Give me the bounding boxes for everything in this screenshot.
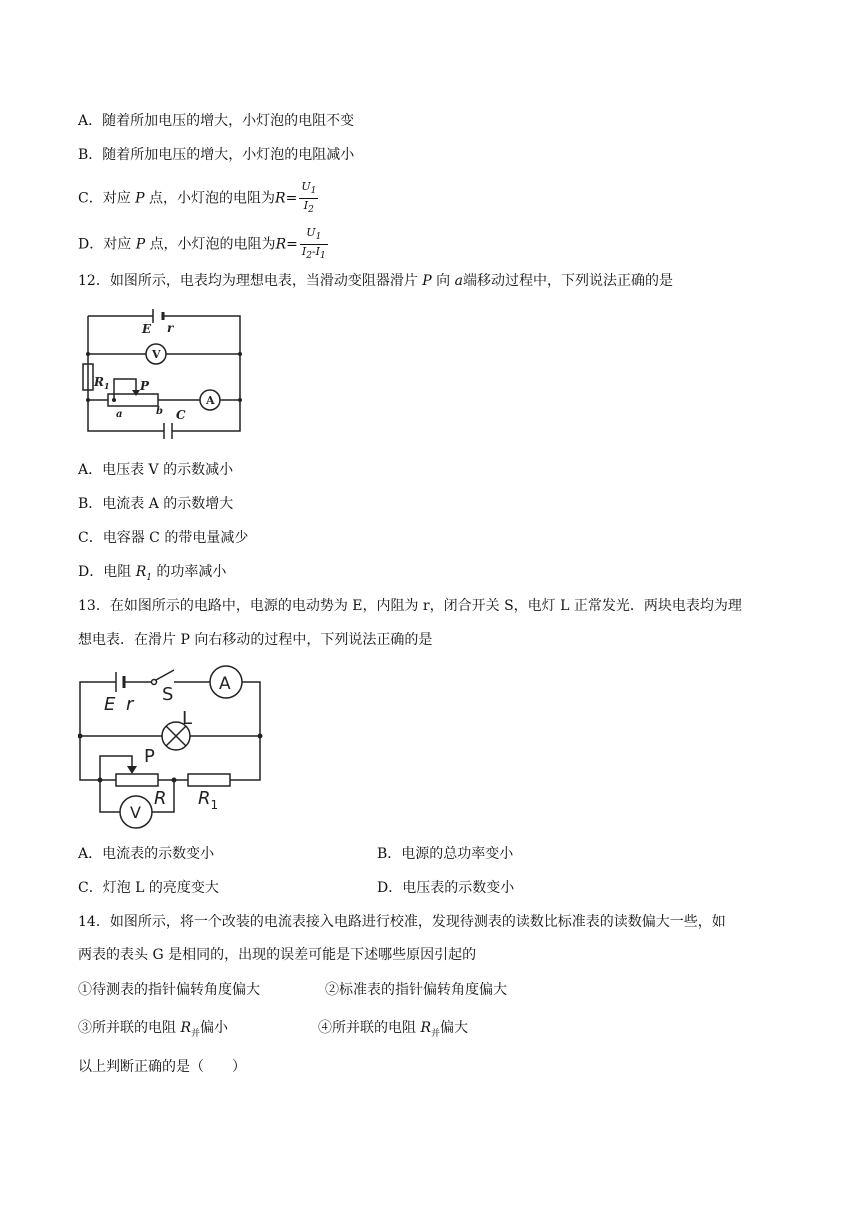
q14-s3-tail: 偏小 <box>200 1020 229 1036</box>
q11-option-b: B．随着所加电压的增大，小灯泡的电阻减小 <box>78 147 355 163</box>
q14-s3-sub: 并 <box>191 1028 201 1039</box>
q13-fig-label-l: L <box>182 708 193 729</box>
q12-circuit-diagram <box>78 306 248 440</box>
q13-fig-label-p: P <box>144 746 155 767</box>
q12-fig-label-b-end: b <box>156 406 163 417</box>
q11-option-d <box>78 226 328 263</box>
q14-statement-1: ①待测表的指针偏转角度偏大 <box>78 982 260 998</box>
q12-stem <box>78 272 673 290</box>
q12-fig-label-c: C <box>176 408 186 422</box>
q12-fig-label-a-end: a <box>116 409 123 420</box>
q12-fig-label-p: P <box>140 379 150 393</box>
q11-option-a: A．随着所加电压的增大，小灯泡的电阻不变 <box>78 113 355 129</box>
q12-fig-label-e: E <box>142 322 152 336</box>
q14-stem-line2: 两表的表头 G 是相同的，出现的误差可能是下述哪些原因引起的 <box>78 947 477 963</box>
q13-fig-label-a: A <box>219 674 231 694</box>
q14-s4-sub: 并 <box>431 1028 441 1039</box>
q12-stem-c: 端移动过程中，下列说法正确的是 <box>462 273 673 289</box>
q13-option-a: A．电流表的示数变小 <box>78 846 215 862</box>
q13-fig-label-s: S <box>162 684 174 705</box>
q12-option-b: B．电流表 A 的示数增大 <box>78 496 234 512</box>
q12-fig-label-r1: $R_1$ <box>94 375 110 391</box>
q12-fig-label-r: r <box>167 321 174 335</box>
q13-fig-label-e: E <box>104 694 116 715</box>
q12-fig-label-a: A <box>206 394 215 407</box>
q13-fig-label-r: r <box>126 694 134 715</box>
q13-fig-label-r1: $R_1$ <box>198 788 219 812</box>
q13-stem-line2: 想电表．在滑片 P 向右移动的过程中，下列说法正确的是 <box>78 632 433 648</box>
q12-d-prefix: D．电阻 <box>78 564 132 580</box>
q12-stem-b: 向 <box>436 273 451 289</box>
q11-d-prefix: D．对应 <box>78 236 132 253</box>
q11-d-mid: 点，小灯泡的电阻为 <box>149 236 276 253</box>
q13-fig-label-v: V <box>130 803 141 822</box>
q13-option-c: C．灯泡 L 的亮度变大 <box>78 880 219 896</box>
q14-s4-r: R <box>420 1020 431 1036</box>
q11-d-point: P <box>135 236 146 253</box>
q11-c-prefix: C．对应 <box>78 190 131 207</box>
q11-c-req: R= <box>275 190 298 207</box>
q13-option-d: D．电压表的示数变小 <box>377 880 515 896</box>
q11-d-req: R= <box>275 236 298 253</box>
q14-s3-r: R <box>180 1020 191 1036</box>
q14-s4-tail: 偏大 <box>440 1020 469 1036</box>
q13-fig-label-rheostat: R <box>154 788 167 809</box>
q13-option-b: B．电源的总功率变小 <box>377 846 514 862</box>
q14-question-tail: 以上判断正确的是（ ） <box>78 1059 246 1075</box>
q12-option-d <box>78 563 226 587</box>
q12-option-c: C．电容器 C 的带电量减少 <box>78 530 249 546</box>
q11-c-point: P <box>135 190 145 207</box>
q14-s3-text: ③所并联的电阻 <box>78 1020 176 1036</box>
q14-stem-line1: 14．如图所示，将一个改装的电流表接入电路进行校准，发现待测表的读数比标准表的读数偏大一些，如 <box>78 914 726 930</box>
q12-stem-a: 12．如图所示，电表均为理想电表，当滑动变阻器滑片 <box>78 273 418 289</box>
q12-stem-a-letter: a <box>454 273 463 289</box>
q12-fig-label-v: V <box>152 348 161 361</box>
q14-s4-text: ④所并联的电阻 <box>318 1020 416 1036</box>
q12-d-suffix: 的功率减小 <box>156 564 227 580</box>
q11-c-fraction: $\frac{U_1}{I_2}$ <box>301 180 317 216</box>
q13-circuit-diagram <box>78 664 268 830</box>
q14-statement-4 <box>318 1019 468 1043</box>
q11-c-mid: 点，小灯泡的电阻为 <box>149 190 276 207</box>
q12-d-r1: $R_1$ <box>135 564 152 583</box>
q13-stem-line1: 13．在如图所示的电路中，电源的电动势为 E，内阻为 r，闭合开关 S，电灯 L 正常发光．两块电表均为理 <box>78 598 742 614</box>
q12-stem-p: P <box>422 273 432 289</box>
q14-statement-2: ②标准表的指针偏转角度偏大 <box>325 982 507 998</box>
q11-d-fraction: $\frac{U_1}{I_2-I_1}$ <box>301 226 326 262</box>
q11-option-c <box>78 180 318 217</box>
q12-option-a: A．电压表 V 的示数减小 <box>78 462 234 478</box>
q14-statement-3 <box>78 1019 228 1043</box>
